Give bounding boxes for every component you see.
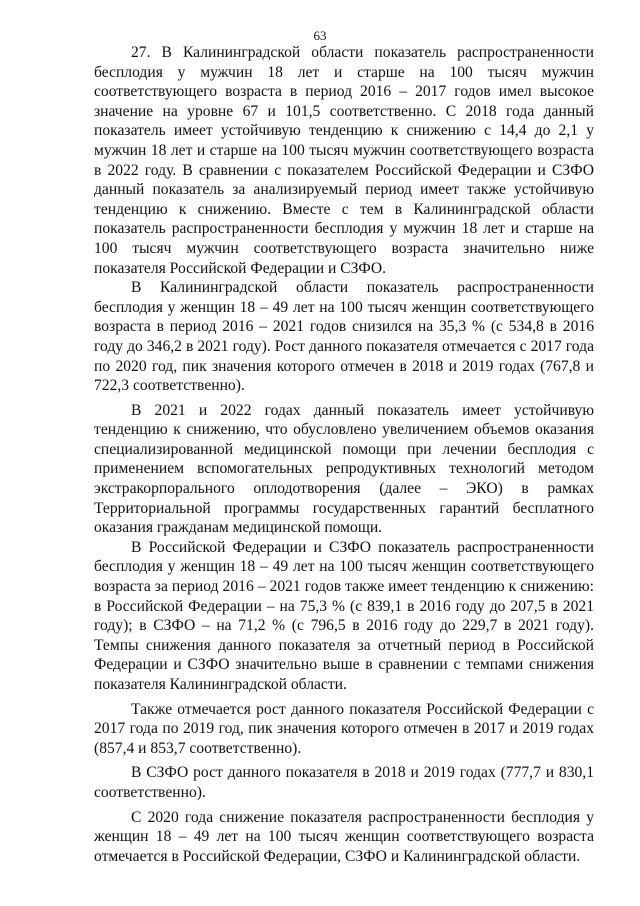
paragraph-male-infertility: 27. В Калининградской области показатель распространенности бесплодия у мужчин 18 лет и старше на 100 тысяч мужчин соответствующего возраста в период 2016 – 2017 годов имел высокое значение на уровне 67 и 101,5 соответственно. С 2018 года данный показатель имеет устойчивую тенденцию к снижению с 14,4 до 2,1 у мужчин 18 лет и старше на 100 тысяч мужчин соответствующего возраста в 2022 году. В сравнении с показателем Российской Федерации и СЗФО данный показатель за анализируемый период имеет также устойчивую тенденцию к снижению. Вместе с тем в Калининградской области показатель распространенности бесплодия у мужчин 18 лет и старше на 100 тысяч мужчин соответствующего возраста значительно ниже показателя Российской Федерации и СЗФО.: [94, 44, 594, 277]
document-body: [94, 43, 594, 866]
paragraph-decline-eco: В 2021 и 2022 годах данный показатель имеет устойчивую тенденцию к снижению, что обусловлено увеличением объемов оказания специализированной медицинской помощи при лечении бесплодия с применением вспомогательных репродуктивных технологий методом экстракорпорального оплодотворения (далее – ЭКО) в рамках Территориальной программы государственных гарантий бесплатного оказания гражданам медицинской помощи.: [94, 401, 594, 537]
paragraph-female-infertility-region: В Калининградской области показатель распространенности бесплодия у женщин 18 – 49 лет на 100 тысяч женщин соответствующего возраста в период 2016 – 2021 годов снизился на 35,3 % (с 534,8 в 2016 году до 346,2 в 2021 году). Рост данного показателя отмечается с 2017 года по 2020 год, пик значения которого отмечен в 2018 и 2019 годах (767,8 и 722,3 соответственно).: [94, 279, 594, 395]
page-number: 63: [313, 28, 327, 43]
paragraph-rf-szfo-comparison: В Российской Федерации и СЗФО показатель распространенности бесплодия у женщин 18 – 49 лет на 100 тысяч женщин соответствующего возраста за период 2016 – 2021 годов также имеет тенденцию к снижению: в Российской Федерации – на 75,3 % (с 839,1 в 2016 году до 207,5 в 2021 году); в СЗФО – на 71,2 % (с 796,5 в 2016 году до 229,7 в 2021 году). Темпы снижения данного показателя за отчетный период в Российской Федерации и СЗФО значительно выше в сравнении с темпами снижения показателя Калининградской области.: [94, 538, 594, 693]
paragraph-szfo-growth: В СЗФО рост данного показателя в 2018 и 2019 годах (777,7 и 830,1 соответственно).: [94, 764, 594, 801]
paragraph-decline-since-2020: С 2020 года снижение показателя распространенности бесплодия у женщин 18 – 49 лет на 100 тысяч женщин соответствующего возраста отмечается в Российской Федерации, СЗФО и Калининградской области.: [94, 808, 594, 865]
paragraph-rf-growth: Также отмечается рост данного показателя Российской Федерации с 2017 года по 2019 год, пик значения которого отмечен в 2017 и 2019 годах (857,4 и 853,7 соответственно).: [94, 700, 594, 757]
